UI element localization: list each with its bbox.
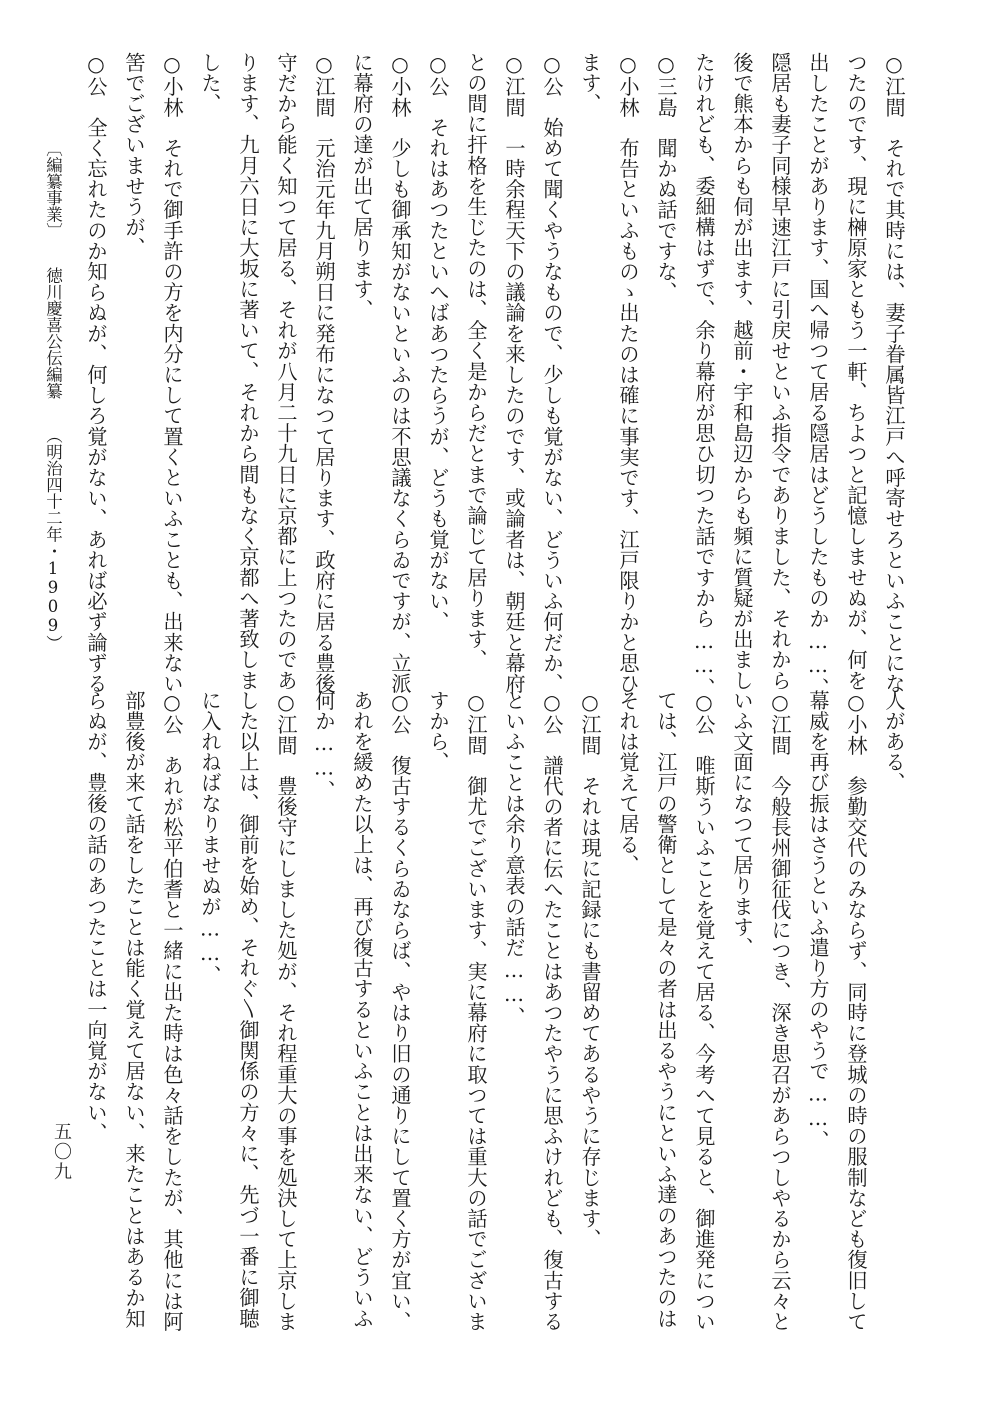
speaker-label: ○小林 — [616, 52, 640, 118]
text-column — [428, 52, 448, 632]
text-column — [770, 690, 790, 1332]
column-text: 今般長州御征伐につき、深き思召があらつしやるから云々と — [768, 775, 792, 1332]
column-text: ては、江戸の警衛として是々の者は出るやうにといふ達のあつたのは — [654, 690, 678, 1329]
speaker-label: ○江間 — [312, 52, 336, 118]
text-column — [656, 690, 676, 1329]
column-text: 筈でございませうが、 — [122, 52, 146, 258]
text-column — [808, 52, 828, 698]
column-text: それで其時には、妻子眷属皆江戸へ呼寄せろといふことにな — [882, 137, 906, 694]
speaker-label: ○江間 — [578, 690, 602, 756]
column-text: 守だから能く知つて居る、それが八月二十九日に京都に上つたのであ — [274, 52, 298, 691]
text-column — [580, 52, 600, 114]
column-text: あれが松平伯耆と一緒に出た時は色々話をしたが、其他には阿 — [160, 755, 184, 1332]
column-text: 豊後守にしました処が、それ程重大の事を処決して上京しま — [274, 775, 298, 1332]
speaker-label: ○三島 — [654, 52, 678, 118]
column-text: 少しも御承知がないといふのは不思議なくらゐですが、立派 — [388, 137, 412, 694]
text-column — [162, 690, 182, 1332]
text-column — [124, 690, 144, 1329]
column-text: ます、 — [578, 52, 602, 114]
speaker-label: ○公 — [160, 690, 184, 735]
column-text: に入れねばなりませぬが……、 — [198, 690, 222, 986]
speaker-label: ○江間 — [768, 690, 792, 756]
text-column — [314, 52, 334, 694]
text-column — [656, 52, 676, 302]
column-text: たけれども、委細構はずで、余り幕府が思ひ切つた話ですから……、 — [692, 52, 716, 699]
text-column — [884, 52, 904, 694]
text-column — [732, 52, 752, 691]
text-column — [694, 52, 714, 698]
speaker-label: ○公 — [540, 690, 564, 735]
column-text: 唯斯ういふことを覚えて居る、今考へて見ると、御進発につい — [692, 755, 716, 1332]
column-text: 幕威を再び振はさうといふ遣り方のやうで……、 — [806, 690, 830, 1151]
header-date: （明治四十二年・1909） — [43, 427, 63, 652]
text-column — [162, 52, 182, 694]
text-column — [846, 690, 866, 1332]
column-text: 人がある、 — [882, 690, 906, 793]
text-column — [504, 52, 524, 694]
speaker-label: ○小林 — [160, 52, 184, 118]
column-text: 御尤でございます、実に幕府に取つては重大の話でございま — [464, 775, 488, 1332]
column-text: 復古するくらゐならば、やはり旧の通りにして置く方が宜い、 — [388, 755, 412, 1332]
text-column — [618, 52, 638, 694]
speaker-label: ○公 — [692, 690, 716, 735]
text-column — [200, 690, 220, 986]
speaker-label: ○公 — [388, 690, 412, 735]
text-column — [276, 52, 296, 691]
column-text: 全く忘れたのか知らぬが、何しろ覚がない、あれば必ず論ずる — [84, 117, 108, 694]
column-text: つたのです、現に榊原家ともう一軒、ちよつと記憶しませぬが、何を — [844, 52, 868, 691]
text-column — [86, 52, 106, 694]
column-text: 何か……、 — [312, 690, 336, 801]
text-column — [390, 52, 410, 694]
text-column — [732, 690, 752, 958]
speaker-label: ○江間 — [464, 690, 488, 756]
column-text: あれを緩めた以上は、再び復古するといふことは出来ない、どういふ — [350, 690, 374, 1329]
text-column — [504, 690, 524, 1027]
column-text: 始めて聞くやうなもので、少しも覚がない、どういふ何だか、 — [540, 117, 564, 694]
column-text: 参勤交代のみならず、同時に登城の時の服制なども復旧して — [844, 775, 868, 1332]
text-column — [276, 690, 296, 1332]
text-column — [352, 52, 372, 320]
column-text: 後で熊本からも伺が出ます、越前・宇和島辺からも頻に質疑が出まし — [730, 52, 754, 691]
column-text: 元治元年九月朔日に発布になつて居ります、政府に居る豊後 — [312, 137, 336, 694]
text-column — [428, 690, 448, 772]
header-title: 徳川慶喜公伝編纂 — [43, 267, 63, 399]
column-text: 出したことがあります、国へ帰つて居る隠居はどうしたものか……、 — [806, 52, 830, 699]
text-column — [314, 690, 334, 801]
text-column — [618, 690, 638, 875]
text-column — [466, 52, 486, 670]
speaker-label: ○小林 — [844, 690, 868, 756]
column-text: 一時余程天下の議論を来したのです、或論者は、朝廷と幕府 — [502, 137, 526, 694]
column-text: といふことは余り意表の話だ……、 — [502, 690, 526, 1028]
text-column — [846, 52, 866, 691]
column-text: らぬが、豊後の話のあつたことは一向覚がない、 — [84, 690, 108, 1144]
speaker-label: ○江間 — [274, 690, 298, 756]
text-column — [884, 690, 904, 793]
column-text: との間に扞格を生じたのは、全く是からだとまで論じて居ります、 — [464, 52, 488, 670]
column-text: 布告といふものゝ出たのは確に事実です、江戸限りかと思ひ — [616, 137, 640, 694]
speaker-label: ○江間 — [502, 52, 526, 118]
running-header — [44, 140, 61, 652]
speaker-label: ○江間 — [882, 52, 906, 118]
text-column — [542, 690, 562, 1332]
column-text: 譜代の者に伝へたことはあつたやうに思ふけれども、復古する — [540, 755, 564, 1332]
text-column — [808, 690, 828, 1151]
speaker-label: ○公 — [426, 52, 450, 97]
text-column — [694, 690, 714, 1332]
text-column — [86, 690, 106, 1143]
text-column — [352, 690, 372, 1329]
column-text: に幕府の達が出て居ります、 — [350, 52, 374, 320]
text-column — [770, 52, 790, 691]
text-column — [124, 52, 144, 258]
column-text: それで御手許の方を内分にして置くといふことも、出来ない — [160, 137, 184, 694]
text-column — [200, 52, 220, 114]
text-column — [238, 52, 258, 691]
speaker-label: ○公 — [84, 52, 108, 97]
header-section: 〔編纂事業〕 — [43, 140, 63, 239]
page-number: 五〇九 — [51, 1122, 72, 1182]
column-text: した以上は、御前を始め、それぐ〵御関係の方々に、先づ一番に御聴 — [236, 690, 260, 1329]
column-text: それは覚えて居る、 — [616, 690, 640, 876]
column-text: ります、九月六日に大坂に著いて、それから間もなく京都へ著致しま — [236, 52, 260, 691]
column-text: それはあつたといへばあつたらうが、どうも覚がない、 — [426, 117, 450, 632]
text-column — [238, 690, 258, 1329]
column-text: 部豊後が来て話をしたことは能く覚えて居ない、来たことはあるか知 — [122, 690, 146, 1329]
column-text: 聞かぬ話ですな、 — [654, 137, 678, 303]
text-column — [542, 52, 562, 694]
column-text: すから、 — [426, 690, 450, 773]
text-column — [390, 690, 410, 1332]
column-text: した、 — [198, 52, 222, 114]
column-text: それは現に記録にも書留めてあるやうに存じます、 — [578, 775, 602, 1250]
speaker-label: ○小林 — [388, 52, 412, 118]
text-column — [580, 690, 600, 1249]
speaker-label: ○公 — [540, 52, 564, 97]
text-column — [466, 690, 486, 1332]
column-text: いふ文面になつて居ります、 — [730, 690, 754, 958]
column-text: 隠居も妻子同様早速江戸に引戻せといふ指令でありました、それから — [768, 52, 792, 691]
